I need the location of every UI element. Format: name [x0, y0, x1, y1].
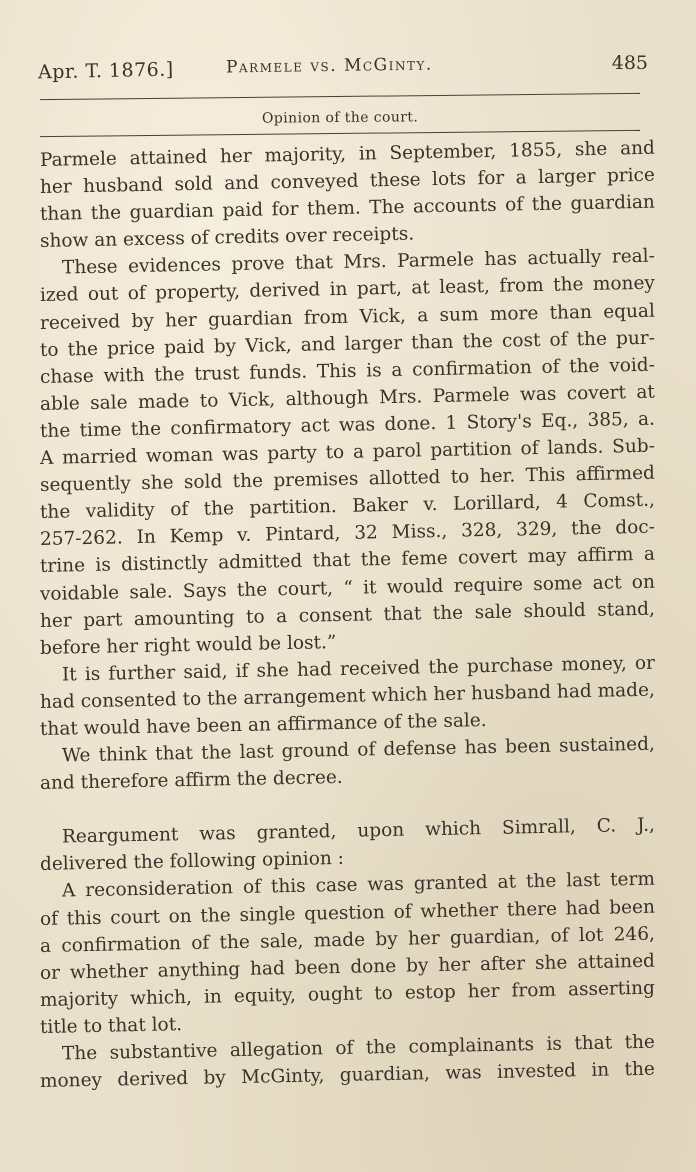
text-line: her husband sold and conveyed these lots for a larger price — [39, 164, 656, 199]
text-line: and therefore affirm the decree. — [39, 767, 343, 795]
text-line: her part amounting to a consent that the sale should stand, — [39, 598, 656, 632]
text-line: It is further said, if she had received the purchase money, or — [61, 652, 656, 686]
text-line: A married woman was party to a parol partition of lands. Sub- — [39, 435, 656, 470]
text-line: majority which, in equity, ought to estop her from asserting — [39, 977, 656, 1011]
text-line: sequently she sold the premises allotted to her. This affirmed — [39, 462, 656, 497]
text-line: or whether anything had been done by her after she attained — [39, 950, 656, 984]
text-line: the validity of the partition. Baker v. Lorillard, 4 Comst., — [39, 489, 656, 524]
text-line: trine is distinctly admitted that the feme covert may affirm a — [39, 544, 656, 578]
text-line: the time the confirmatory act was done. 1 Story's Eq., 385, a. — [39, 408, 656, 442]
text-line: These evidences prove that Mrs. Parmele has actually real- — [61, 246, 656, 279]
text-line: voidable sale. Says the court, “ it would require some act on — [39, 571, 656, 605]
text-line: chase with the trust funds. This is a confirmation of the void- — [39, 354, 656, 388]
text-line: than the guardian paid for them. The accounts of the guardian — [39, 191, 656, 226]
text-line: received by her guardian from Vick, a sum more than equal — [39, 300, 656, 334]
text-line: before her right would be lost.” — [39, 631, 337, 659]
text-line: show an excess of credits over receipts. — [39, 223, 415, 253]
text-line: ized out of property, derived in part, at least, from the money — [39, 273, 656, 307]
text-line: The substantive allegation of the complainants is that the — [61, 1031, 656, 1065]
text-line: money derived by McGinty, guardian, was invested in the — [39, 1058, 656, 1093]
text-line: of this court on the single question of whether there had been — [39, 896, 656, 930]
text-line: We think that the last ground of defense has been sustained, — [61, 733, 656, 767]
text-line: 257-262. In Kemp v. Pintard, 32 Miss., 328, 329, the doc- — [39, 516, 656, 551]
text-line: delivered the following opinion : — [39, 848, 345, 876]
case-title: Parmele vs. McGinty. — [225, 54, 433, 78]
section-subhead: Opinion of the court. — [261, 109, 419, 127]
running-head — [38, 52, 648, 92]
text-line: Parmele attained her majority, in September, 1855, she and — [39, 137, 656, 171]
term-label: Apr. T. 1876.] — [37, 58, 174, 84]
text-line: that would have been an affirmance of the sale. — [39, 710, 487, 740]
text-line: had consented to the arrangement which her husband had made, — [39, 679, 656, 713]
text-line: A reconsideration of this case was granted at the last term — [61, 869, 656, 902]
page-number: 485 — [611, 52, 648, 74]
text-line: to the price paid by Vick, and larger than the cost of the pur- — [39, 327, 656, 361]
text-line: Reargument was granted, upon which Simrall, C. J., — [61, 814, 656, 848]
opinion-body-text — [39, 137, 656, 1095]
text-line: able sale made to Vick, although Mrs. Parmele was covert at — [39, 381, 656, 415]
text-line: a confirmation of the sale, made by her guardian, of lot 246, — [39, 923, 656, 957]
text-line: title to that lot. — [39, 1014, 183, 1038]
header-rule-top — [40, 93, 640, 100]
